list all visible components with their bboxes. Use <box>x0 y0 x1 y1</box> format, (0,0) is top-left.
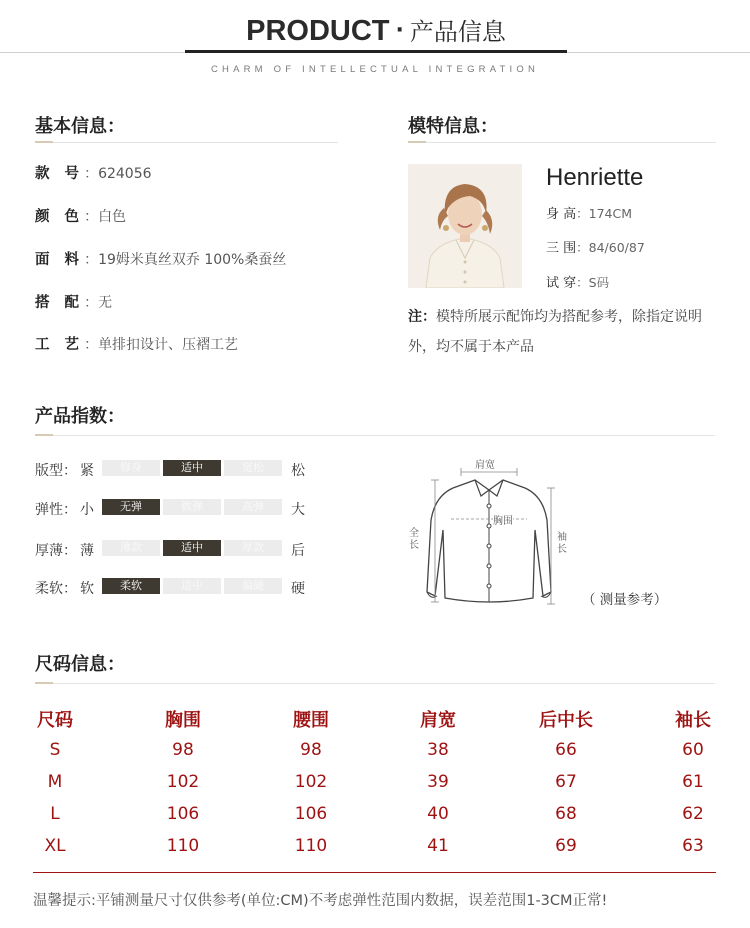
size-table-cell: 39 <box>427 772 449 792</box>
size-table-bottom-rule <box>33 872 716 873</box>
product-index-rule <box>35 435 715 436</box>
size-table-cell: 106 <box>294 804 328 824</box>
size-table-header: 后中长 <box>539 710 593 731</box>
size-table-cell: M <box>47 772 63 792</box>
index-bar <box>102 499 282 515</box>
size-table-cell: 68 <box>555 804 577 824</box>
index-right-label: 松 <box>291 463 305 479</box>
basic-info-rule <box>35 142 338 143</box>
index-row <box>35 578 325 598</box>
index-option: 适中 <box>163 540 221 556</box>
index-option: 无弹 <box>102 499 160 515</box>
product-index-title: 产品指数： <box>35 406 125 427</box>
basic-info-title: 基本信息： <box>35 116 125 137</box>
basic-info-value: 624056 <box>98 166 152 182</box>
diagram-length-label: 全长 <box>409 528 419 551</box>
size-table-cell: 66 <box>555 740 577 760</box>
index-left-label: 小 <box>80 502 94 518</box>
model-info-label: 三 围 <box>546 241 577 256</box>
size-table-cell: 62 <box>682 804 704 824</box>
model-info-row <box>546 203 632 222</box>
index-row <box>35 460 325 480</box>
shirt-measure-diagram <box>405 450 575 630</box>
basic-info-colon: ： <box>84 209 99 225</box>
index-option: 宽松 <box>224 460 282 476</box>
model-note <box>408 302 718 362</box>
basic-info-row <box>35 333 238 354</box>
index-option: 适中 <box>163 578 221 594</box>
header-title-cn: 产品信息 <box>409 18 506 46</box>
size-table-cell: 41 <box>427 836 449 856</box>
index-label: 柔软： <box>35 581 77 597</box>
size-table-header: 腰围 <box>293 710 329 731</box>
index-row <box>35 499 325 519</box>
basic-info-label: 面 料 <box>35 252 85 268</box>
model-info-value: 84/60/87 <box>588 240 645 255</box>
size-table-cell: 102 <box>294 772 328 792</box>
model-info-row <box>546 272 609 291</box>
index-option: 高弹 <box>224 499 282 515</box>
index-option: 薄款 <box>102 540 160 556</box>
size-table-cell: 106 <box>166 804 200 824</box>
model-info-value: 174CM <box>588 206 633 221</box>
size-table-cell: 69 <box>555 836 577 856</box>
index-label: 版型： <box>35 463 77 479</box>
size-table-cell: 98 <box>172 740 194 760</box>
model-info-rule <box>408 142 716 143</box>
basic-info-colon: ： <box>84 295 99 311</box>
index-option: 修身 <box>102 460 160 476</box>
size-table-cell: 40 <box>427 804 449 824</box>
size-info-rule <box>35 683 715 684</box>
diagram-shoulder-label: 肩宽 <box>475 460 495 471</box>
size-table-header: 尺码 <box>37 710 73 731</box>
size-table-header: 袖长 <box>675 710 711 731</box>
model-note-label: 注： <box>408 309 436 325</box>
basic-info-label: 颜 色 <box>35 209 85 225</box>
basic-info-label: 搭 配 <box>35 295 85 311</box>
basic-info-value: 19姆米真丝双乔 100%桑蚕丝 <box>98 252 287 268</box>
size-table-cell: 102 <box>166 772 200 792</box>
index-option: 微弹 <box>163 499 221 515</box>
index-right-label: 后 <box>291 543 305 559</box>
basic-info-row <box>35 291 112 312</box>
size-tip: 温馨提示:平铺测量尺寸仅供参考(单位:CM)不考虑弹性范围内数据，误差范围1-3CM正常! <box>33 893 608 909</box>
index-label: 厚薄： <box>35 543 77 559</box>
size-table-cell: 38 <box>427 740 449 760</box>
index-option: 柔软 <box>102 578 160 594</box>
diagram-chest-label: 胸围 <box>493 512 513 527</box>
header-dot: · <box>395 18 404 43</box>
page-header <box>0 0 750 90</box>
basic-info-colon: ： <box>84 252 99 268</box>
basic-info-label: 款 号 <box>35 166 85 182</box>
index-bar <box>102 460 282 476</box>
size-table-cell: 110 <box>166 836 200 856</box>
header-title-en: PRODUCT <box>246 15 390 47</box>
index-left-label: 薄 <box>80 543 94 559</box>
basic-info-colon: ： <box>84 337 99 353</box>
basic-info-value: 单排扣设计、压褶工艺 <box>98 337 239 353</box>
model-info-value: S码 <box>588 275 610 290</box>
model-info-title: 模特信息： <box>408 116 498 137</box>
index-right-label: 大 <box>291 502 305 518</box>
model-info-colon: ： <box>576 206 589 221</box>
index-right-label: 硬 <box>291 581 305 597</box>
index-option: 偏硬 <box>224 578 282 594</box>
size-table-cell: 98 <box>300 740 322 760</box>
index-option: 厚款 <box>224 540 282 556</box>
header-divider-left <box>0 52 185 53</box>
size-table-cell: 67 <box>555 772 577 792</box>
size-table-header: 胸围 <box>165 710 201 731</box>
diagram-sleeve-label: 袖长 <box>557 532 567 555</box>
size-table-cell: 60 <box>682 740 704 760</box>
index-row <box>35 540 325 560</box>
index-bar <box>102 578 282 594</box>
index-option: 适中 <box>163 460 221 476</box>
header-subtitle: CHARM OF INTELLECTUAL INTEGRATION <box>210 64 540 75</box>
basic-info-row <box>35 162 152 183</box>
basic-info-value: 白色 <box>98 209 127 225</box>
basic-info-row <box>35 248 286 269</box>
size-table-cell: 110 <box>294 836 328 856</box>
model-info-label: 身 高 <box>546 207 577 222</box>
header-divider-right <box>567 52 750 53</box>
basic-info-label: 工 艺 <box>35 337 85 353</box>
model-info-colon: ： <box>576 240 589 255</box>
measure-note: （ 测量参考） <box>582 592 668 608</box>
model-info-colon: ： <box>576 275 589 290</box>
size-table-header: 肩宽 <box>420 710 456 731</box>
model-info-row <box>546 237 645 256</box>
index-left-label: 软 <box>80 581 94 597</box>
header-title-box <box>185 12 567 53</box>
basic-info-row <box>35 205 126 226</box>
index-left-label: 紧 <box>80 463 94 479</box>
model-note-text: 模特所展示配饰均为搭配参考，除指定说明外，均不属于本产品 <box>408 309 702 355</box>
model-info-label: 试 穿 <box>546 276 577 291</box>
size-table-cell: 63 <box>682 836 704 856</box>
model-name: Henriette <box>546 164 644 191</box>
size-info-title: 尺码信息： <box>35 654 125 675</box>
basic-info-value: 无 <box>98 295 113 311</box>
size-table-cell: XL <box>44 836 66 856</box>
basic-info-colon: ： <box>84 166 99 182</box>
index-bar <box>102 540 282 556</box>
index-label: 弹性： <box>35 502 77 518</box>
size-table-cell: L <box>50 804 60 824</box>
size-table-cell: S <box>49 740 61 760</box>
model-photo <box>408 164 522 288</box>
size-table-cell: 61 <box>682 772 704 792</box>
